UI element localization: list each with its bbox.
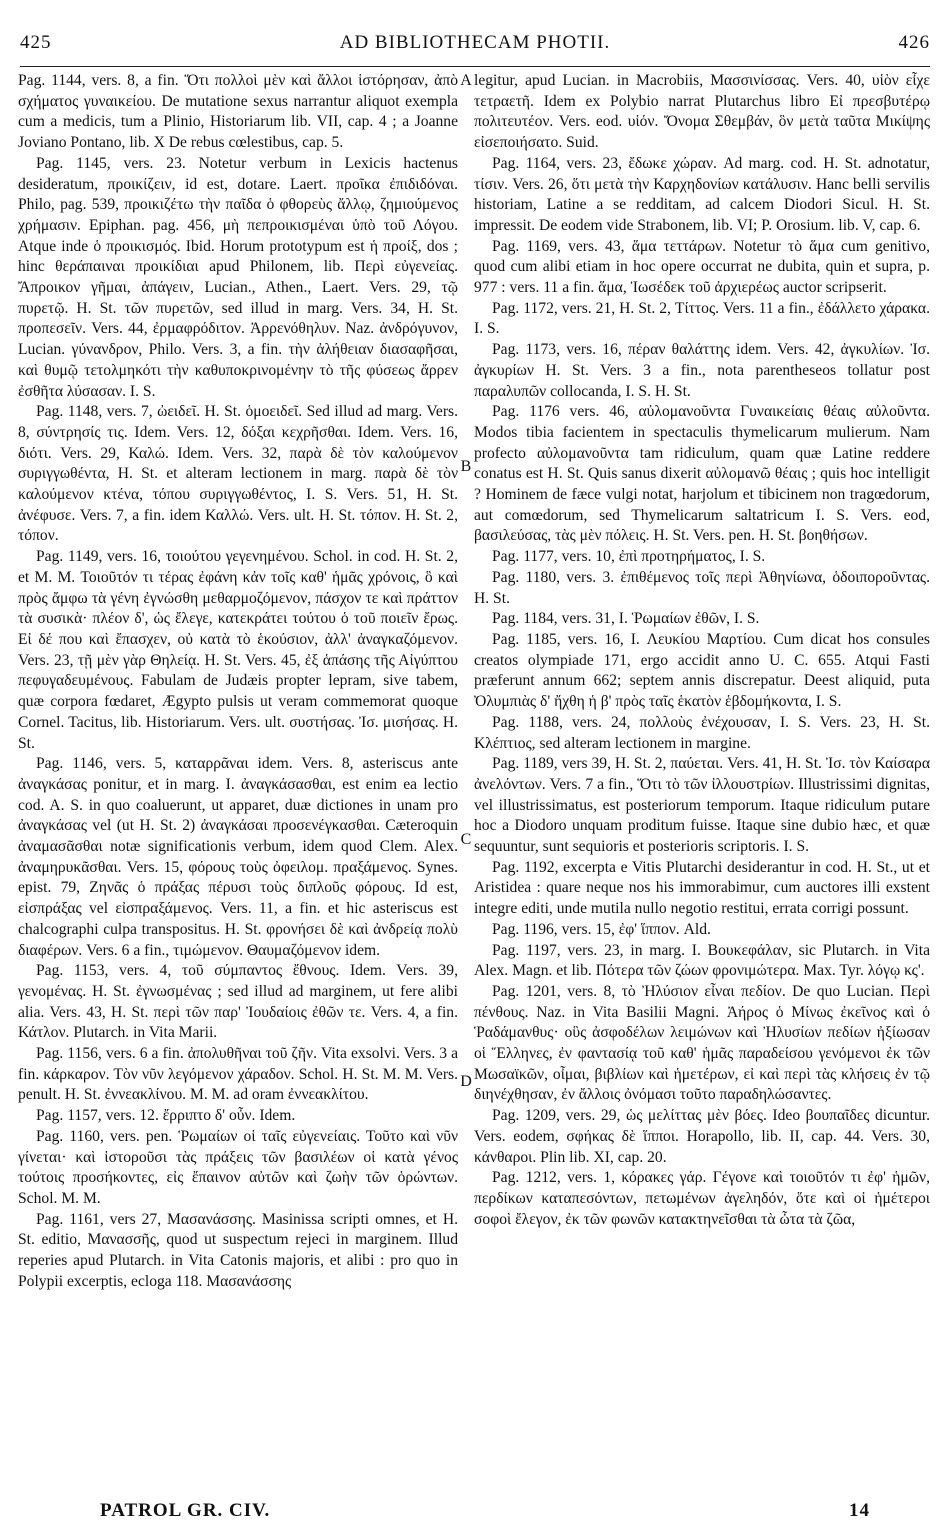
printer-signature: PATROL GR. CIV. (100, 1500, 271, 1521)
section-marker-a: A (460, 72, 472, 89)
right-paragraph-2: Pag. 1164, vers. 23, ἔδωκε χώραν. Ad marg. cod. H. St. adnotatur, τίσιν. Vers. 26, ὅτι μετὰ τὴν Καρχηδονίων κατάλυσιν. Hanc belli servilis historiam, Latine a se redditam, ad calcem Diodori Sicul. H. St. impressit. De eodem vide Strabonem, lib. VI; P. Orosium. lib. V, cap. 6. (474, 154, 930, 234)
right-paragraph-8: Pag. 1180, vers. 3. ἐπιθέμενος τοῖς περὶ Ἀθηνίωνα, ὁδοιποροῦντας. H. St. (474, 568, 930, 607)
right-paragraph-11: Pag. 1188, vers. 24, πολλοὺς ἐνέχουσαν, I. S. Vers. 23, H. St. Κλέπτιος, sed alteram lectionem in margine. (474, 713, 930, 752)
right-paragraph-5: Pag. 1173, vers. 16, πέραν θαλάττης idem. Vers. 42, ἀγκυλίων. Ἰσ. ἀγκυρίων H. St. Vers. 3 a fin., nota parentheseos tollatur post παραλυπῶν collocanda, I. S. H. St. (474, 341, 930, 400)
right-column (474, 71, 930, 1493)
left-paragraph-4: Pag. 1149, vers. 16, τοιούτου γεγενημένου. Schol. in cod. H. St. 2, et M. M. Τοιοῦτόν τι τέρας ἐφάνη κἀν τοῖς καθ' ἡμᾶς χρόνοις, ὃ καὶ πρὸς ἄμφω τὰ γένη ἐγνώσθη μεθαρμοζόμενον, πάσχον τε καὶ πράττον τὰ συσικὰ· πλέον δ', ὡς ἔλεγε, κατεκράτει τούτου ὁ τοῦ ποιεῖν ἔρως. Εἰ δέ που καὶ ἔπασχεν, οὐ κατὰ τὸ ἑκούσιον, ἀλλ' ἀναγκαζόμενον. Vers. 23, τῇ μὲν γὰρ Θηλείᾳ. H. St. Vers. 45, ἐξ ἁπάσης τῆς Αἰγύπτου πεφυγαδευμένους. Fabulam de Judæis propter lepram, sive tabem, quæ corpora fœdaret, Ægypto pulsis ut veram commemorat quoque Cornel. Tacitus, lib. Historiarum. Vers. ult. συστήσας. Ἰσ. μισήσας. H. St. (18, 548, 458, 752)
running-header (20, 32, 930, 66)
right-paragraph-16: Pag. 1201, vers. 8, τὸ Ἠλύσιον εἶναι πεδίον. De quo Lucian. Περὶ πένθους. Naz. in Vita Basilii Magni. Ἀήρος ὁ Μίνως ἐκεῖνος καὶ ὁ Ῥαδάμανθυς· οὓς ἀσφοδέλων λειμώνων καὶ Ἠλυσίων πεδίων ἠξίωσαν οἱ Ἕλληνες, ἐν φαντασίᾳ τοῦ καθ' ἡμᾶς παραδείσου γενόμενοι ἐκ τῶν Μωσαϊκῶν, οἶμαι, βιβλίων καὶ ἡμετέρων, εἰ καὶ περὶ τὰς κλήσεις ἐν τῷ διηνέχθησαν, ἐν ἄλλοις ὀνόμασι τοῦτο παραδηλώσαντες. (474, 982, 930, 1104)
right-paragraph-6: Pag. 1176 vers. 46, αὐλομανοῦντα Γυναικείαις θέαις αὐλοῦντα. Modos tibia facientem in spectaculis thymelicarum mulierum. Nam profecto αὐλομανοῦντα tam ridiculum, quam quæ Latine reddere conatus est H. St. Quis sanus dixerit αὐλομανῶ θέαις ; quis hoc intelligit ? Hominem de fæce vulgi notat, harjolum et tibicinem non tragœdorum, aut comœdorum, sed Thymelicarum saltatricum I. S. Vers. eod, βασιλεύσας, τὰς μὲν πόλεις. H. St. Vers. pen. H. St. βοηθήσων. (474, 403, 930, 545)
sheet-number: 14 (849, 1500, 870, 1521)
left-paragraph-3: Pag. 1148, vers. 7, ὠειδεῖ. H. St. ὁμοειδεῖ. Sed illud ad marg. Vers. 8, σύντρησίς τις. Idem. Vers. 12, δόξαι κεχρῆσθαι. Idem. Vers. 16, διότι. Vers. 29, Καλώ. Idem. Vers. 32, παρὰ δὲ τὸν καλούμενον συριγγωθέντα, H. St. et alteram lectionem in marg. παρὰ δὲ τὸν καλούμενον κτένα, τόπου συριγγωθέντος, I. S. Vers. 51, H. St. ἀνέφυσε. Vers. 7, a fin. idem Καλλώ. Vers. ult. H. St. τόπον. H. St. 2, τόπον. (18, 403, 458, 545)
left-paragraph-1: Pag. 1144, vers. 8, a fin. Ὅτι πολλοὶ μὲν καὶ ἄλλοι ἱστόρησαν, ἀπὸ σχήματος γυναικείου. De mutatione sexus narrantur aliquot exempla cum a medicis, tum a Plinio, Historiarum lib. VII, cap. 4 ; a Joanne Joviano Pontano, lib. X De rebus cœlestibus, cap. 5. (18, 72, 458, 152)
left-paragraph-10: Pag. 1161, vers 27, Μασανάσσης. Masinissa scripti omnes, et H. St. editio, Μανασσῆς, quod ut suspectum rejeci in marginem. Illud reperies apud Plutarch. in Vita Catonis majoris, et alibi : pro quo in Polypii excerptis, ecloga 118. Μασανάσσης (18, 1210, 458, 1290)
right-paragraph-9: Pag. 1184, vers. 31, I. Ῥωμαίων ἐθῶν, I. S. (492, 610, 760, 628)
right-paragraph-17: Pag. 1209, vers. 29, ὡς μελίττας μὲν βόες. Ideo βουπαῖδες dicuntur. Vers. eodem, σφήκας δὲ ἵπποι. Horapollo, lib. II, cap. 44. Vers. 30, κάνθαροι. Plin lib. XI, cap. 20. (474, 1107, 930, 1166)
right-paragraph-14: Pag. 1196, vers. 15, ἐφ' ἵππον. Ald. (492, 920, 711, 938)
left-paragraph-6: Pag. 1153, vers. 4, τοῦ σύμπαντος ἔθνους. Idem. Vers. 39, γενομένας. H. St. ἐγνωσμένας ; sed illud ad marginem, ut fere alibi alia. Vers. 43, H. St. περὶ τῶν παρ' Ἰουδαίοις ἐθῶν τε. Vers. 4, a fin. Κάτλον. Plutarch. in Vita Marii. (18, 962, 458, 1042)
left-paragraph-7: Pag. 1156, vers. 6 a fin. ἀπολυθῆναι τοῦ ζῆν. Vita exsolvi. Vers. 3 a fin. κάρκαρον. Τὸν νῦν λεγόμενον χάραδον. Schol. H. St. M. M. Vers. penult. H. St. ἐννεακλίνου. M. M. ad oram ἐννεακλίτου. (18, 1045, 458, 1104)
right-paragraph-18: Pag. 1212, vers. 1, κόρακες γάρ. Γέγονε καὶ τοιοῦτόν τι ἐφ' ἡμῶν, περδίκων καταπεσόντων, πετωμένων ἀγεληδόν, ὅτε καὶ οἱ ἡμέτεροι σοφοὶ ἔλεγον, ἐκ τῶν φωνῶν κατακτηνεῖσθαι τὰ ὦτα τὰ ζῶα, (474, 1169, 930, 1228)
left-paragraph-9: Pag. 1160, vers. pen. Ῥωμαίων οἱ ταῖς εὐγενείαις. Τοῦτο καὶ νῦν γίνεται· καὶ ἱστοροῦσι τὰς πράξεις τῶν βασιλέων οἱ κατὰ γένος τούτοις προσήκοντες, εἰς ἔπαινον αὐτῶν καὶ ζωὴν τῶν ὁρώντων. Schol. M. M. (18, 1127, 458, 1207)
right-paragraph-12: Pag. 1189, vers 39, H. St. 2, παύεται. Vers. 41, H. St. Ἰσ. τὸν Καίσαρα ἀνελόντων. Vers. 7 a fin., Ὅτι τὸ τῶν ἰλλουστρίων. Illustrissimi dignitas, vel illustrissimatus, est posteriorum temporum. Itaque ridiculum putare hoc a Diodoro unquam proditum fuisse. Itaque sine dubio hæc, et quæ sequuntur, sunt sequioris et posterioris scriptoris. I. S. (474, 755, 930, 856)
section-marker-c: C (460, 831, 472, 848)
left-column (18, 71, 458, 1493)
left-paragraph-5: Pag. 1146, vers. 5, καταρρᾶναι idem. Vers. 8, asteriscus ante ἀναγκάσας ponitur, et in marg. I. ἀναγκάσασθαι, est enim ea lectio cod. A. S. in quo coaluerunt, ut apparet, duæ dictiones in unam pro ἀναγκάσας vel (ut H. St. 2) ἀναγκάσαι προσενέγκασθαι. Cæteroquin ἀναμασᾶσθαι notæ significationis verbum, idem quod Clem. Alex. ἀναμηρυκᾶσθαι. Vers. 15, φόρους τοὺς ὀφειλομ. πραξάμενος. Synes. epist. 79, Ζηνᾶς ὁ πράξας πέρυσι τοὺς διπλοῦς φόρους. Id est, εἰσπράξας vel εἰσπραξάμενος. Vers. 11, a fin. et hic asteriscus est chalcographi culpa transpositus. H. St. φρονήσει δὲ καὶ ἀνδρείᾳ πολὺ διαφέρων. Vers. 6 a fin., τιμώμενον. Θαυμαζόμενον idem. (18, 755, 458, 959)
running-title: AD BIBLIOTHECAM PHOTII. (339, 32, 611, 53)
right-paragraph-13: Pag. 1192, excerpta e Vitis Plutarchi desiderantur in cod. H. St., ut et Aristidea : quare neque nos his immorabimur, cum auctores illi exstent integre editi, unde mutila nullo negotio restitui, errata corrigi possunt. (474, 858, 930, 918)
page-footer (20, 1500, 930, 1530)
right-paragraph-7: Pag. 1177, vers. 10, ἐπὶ προτηρήματος, I. S. (492, 548, 766, 566)
page-number-right: 426 (898, 32, 930, 53)
right-paragraph-15: Pag. 1197, vers. 23, in marg. I. Βουκεφάλαν, sic Plutarch. in Vita Alex. Magn. et lib. Πότερα τῶν ζώων φρονιμώτερα. Max. Tyr. λόγῳ κς'. (474, 941, 930, 980)
right-paragraph-1: legitur, apud Lucian. in Macrobiis, Μασσινίσσας. Vers. 40, υἱὸν εἶχε τετραετῆ. Idem ex Polybio narrat Plutarchus libro Εἰ πρεσβυτέρῳ πολιτευτέον. Vers. eod. υἱόν. Ὄνομα Σθεμβάν, ὃν μετὰ ταῦτα Μικίψης εἰσεποιήσατο. Suid. (474, 72, 930, 152)
right-paragraph-10: Pag. 1185, vers. 16, I. Λευκίου Μαρτίου. Cum dicat hos consules creatos olympiade 171, ergo accidit anno U. C. 655. Atqui Fasti præferunt annum 662; septem annis discrepatur. Deest aliquid, puta Ὀλυμπιὰς δ' ἤχθη ἡ β' πρὸς ταῖς ἑκατὸν ἑβδομήκοντα, I. S. (474, 630, 930, 711)
right-paragraph-4: Pag. 1172, vers. 21, H. St. 2, Τίττος. Vers. 11 a fin., ἐδάλλετο χάρακα. I. S. (474, 299, 930, 338)
left-paragraph-8: Pag. 1157, vers. 12. ἔρριπτο δ' οὖν. Idem. (36, 1107, 296, 1125)
section-marker-b: B (460, 458, 472, 475)
right-paragraph-3: Pag. 1169, vers. 43, ἅμα τεττάρων. Notetur τὸ ἅμα cum genitivo, quod cum alibi etiam in hoc opere occurrat ne dubita, quin et supra, p. 977 : vers. 11 a fin. ἅμα, Ἰωσέδεκ τοῦ ἀρχιερέως auctor scripserit. (474, 237, 930, 297)
section-marker-d: D (460, 1073, 472, 1090)
left-paragraph-2: Pag. 1145, vers. 23. Notetur verbum in Lexicis hactenus desideratum, προικίζειν, id est, dotare. Laert. προῖκα ἐπιδιδόναι. Philo, pag. 539, προικιζέτω τὴν παῖδα ὁ φθορεὺς ἄλλῳ, ζημιούμενος χρήμασιν. Epiphan. pag. 456, μὴ πεπροικισμέναι ὑπὸ τοῦ Λόγου. Atque inde ὁ προικισμός. Ibid. Horum prototypum est ἡ προίξ, dos ; hinc θεράπαιναι προικίδιαι apud Philonem, lib. Περὶ εὐγενείας. Ἄπροικον γῆμαι, ἀπάγειν, Lucian., Athen., Laert. Vers. 29, τῷ πυρετῷ. H. St. τῶν πυρετῶν, sed illud in marg. Vers. 34, H. St. προπεσεῖν. Vers. 44, ἐρμαφρόδιτον. Ἀρρενόθηλυν. Naz. ἀνδρόγυνον, Lucian. γύνανδρον, Philo. Vers. 3, a fin. τὴν ἀλήθειαν διασαφῆσαι, καὶ θυμῷ τετολμηκότι τὴν καθυποκρινομένην τὸ τῆς φύσεως ἄρρεν ἐσθῆτα λύσασαν. I. S. (18, 154, 458, 400)
header-rule (20, 66, 930, 67)
page-number-left: 425 (20, 32, 52, 53)
